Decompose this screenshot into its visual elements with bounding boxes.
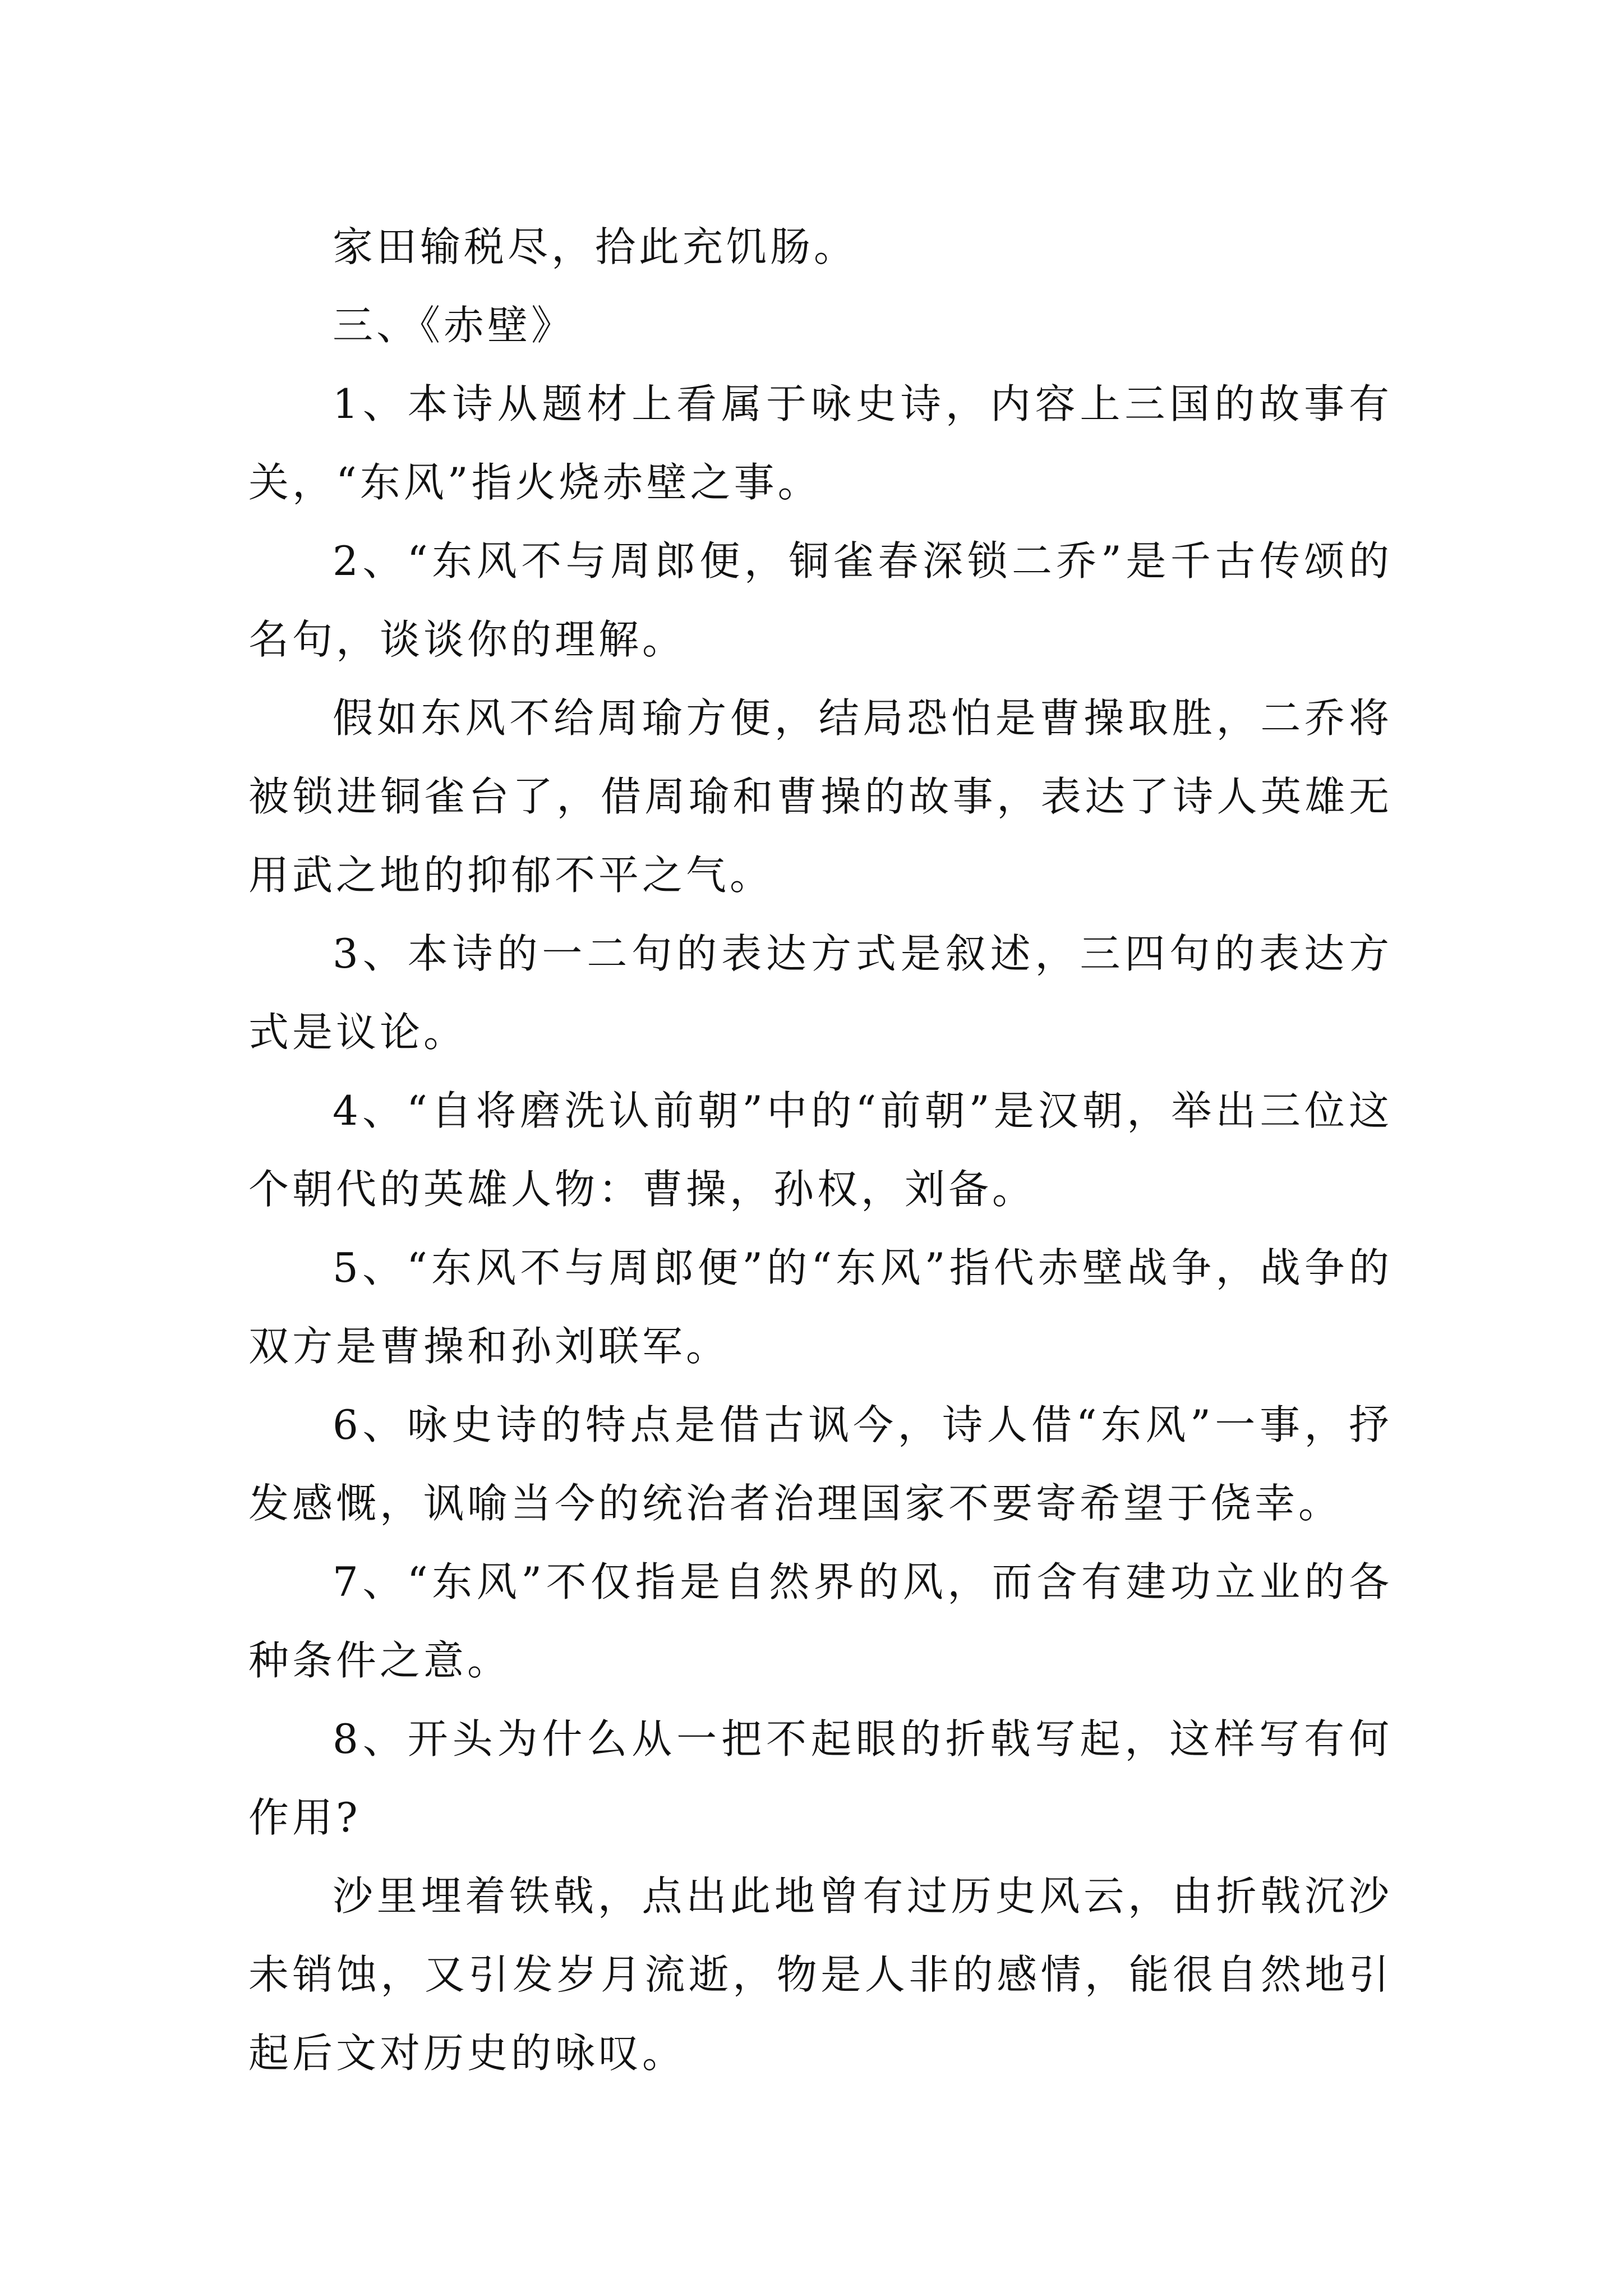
paragraph: 4、“自将磨洗认前朝”中的“前朝”是汉朝，举出三位这个朝代的英雄人物：曹操，孙权，刘备。 <box>248 1087 1393 1213</box>
paragraph: 沙里埋着铁戟，点出此地曾有过历史风云，由折戟沉沙未销蚀，又引发岁月流逝，物是人非的感情，能很自然地引起后文对历史的咏叹。 <box>248 1872 1393 2077</box>
paragraph: 8、开头为什么从一把不起眼的折戟写起，这样写有何作用? <box>248 1715 1393 1841</box>
paragraph: 1、本诗从题材上看属于咏史诗，内容上三国的故事有关，“东风”指火烧赤壁之事。 <box>248 380 1393 506</box>
paragraph: 7、“东风”不仅指是自然界的风，而含有建功立业的各种条件之意。 <box>248 1558 1393 1684</box>
paragraph: 5、“东风不与周郎便”的“东风”指代赤壁战争，战争的双方是曹操和孙刘联军。 <box>248 1244 1393 1370</box>
paragraph: 家田输税尽，拾此充饥肠。 <box>333 223 858 270</box>
section-heading: 三、《赤壁》 <box>333 302 575 349</box>
document-body <box>248 208 1393 2092</box>
paragraph: 3、本诗的一二句的表达方式是叙述，三四句的表达方式是议论。 <box>248 930 1393 1056</box>
paragraph: 假如东风不给周瑜方便，结局恐怕是曹操取胜，二乔将被锁进铜雀台了，借周瑜和曹操的故事，表达了诗人英雄无用武之地的抑郁不平之气。 <box>248 694 1393 899</box>
paragraph: 6、咏史诗的特点是借古讽今，诗人借“东风”一事，抒发感慨，讽喻当今的统治者治理国家不要寄希望于侥幸。 <box>248 1401 1393 1527</box>
paragraph: 2、“东风不与周郎便，铜雀春深锁二乔”是千古传颂的名句，谈谈你的理解。 <box>248 537 1393 663</box>
